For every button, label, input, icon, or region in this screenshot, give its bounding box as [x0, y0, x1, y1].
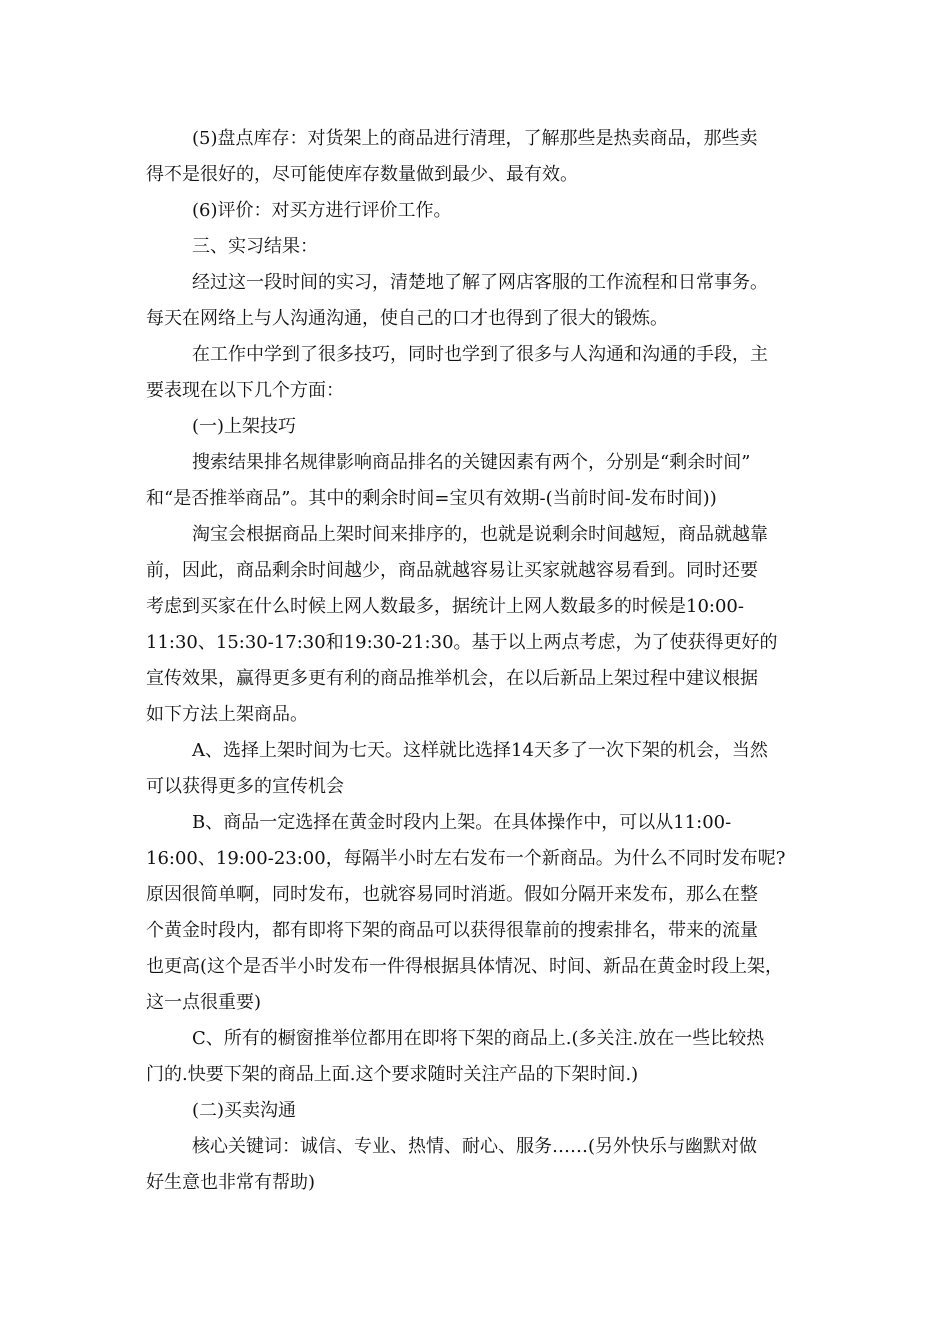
paragraph-line: 宣传效果，赢得更多更有利的商品推举机会，在以后新品上架过程中建议根据 — [146, 668, 758, 689]
paragraph-p1 — [146, 121, 806, 193]
paragraph-line: 每天在网络上与人沟通沟通，使自己的口才也得到了很大的锻炼。 — [146, 308, 668, 329]
document-body — [146, 121, 806, 1201]
paragraph-line: 16:00、19:00-23:00，每隔半小时左右发布一个新商品。为什么不同时发布呢? — [146, 848, 786, 869]
paragraph-p12 — [146, 1093, 806, 1129]
paragraph-line: (6)评价：对买方进行评价工作。 — [192, 200, 452, 221]
paragraph-line: 11:30、15:30-17:30和19:30-21:30。基于以上两点考虑，为了使获得更好的 — [146, 632, 778, 653]
paragraph-line: 核心关键词：诚信、专业、热情、耐心、服务……(另外快乐与幽默对做 — [192, 1136, 758, 1157]
paragraph-p5 — [146, 337, 806, 409]
paragraph-p6 — [146, 409, 806, 445]
paragraph-line: 得不是很好的，尽可能使库存数量做到最少、最有效。 — [146, 164, 578, 185]
paragraph-p11 — [146, 1021, 806, 1093]
paragraph-line: B、商品一定选择在黄金时段内上架。在具体操作中，可以从11:00- — [192, 812, 732, 833]
paragraph-p7 — [146, 445, 806, 517]
paragraph-line: 淘宝会根据商品上架时间来排序的，也就是说剩余时间越短，商品就越靠 — [192, 524, 768, 545]
paragraph-p8 — [146, 517, 806, 733]
paragraph-p4 — [146, 265, 806, 337]
paragraph-line: (二)买卖沟通 — [192, 1100, 297, 1121]
paragraph-line: 要表现在以下几个方面： — [146, 380, 344, 401]
paragraph-line: 三、实习结果： — [192, 236, 318, 257]
paragraph-line: 也更高(这个是否半小时发布一件得根据具体情况、时间、新品在黄金时段上架， — [146, 956, 784, 977]
paragraph-line: 在工作中学到了很多技巧，同时也学到了很多与人沟通和沟通的手段，主 — [192, 344, 768, 365]
paragraph-line: 可以获得更多的宣传机会 — [146, 776, 344, 797]
paragraph-line: 如下方法上架商品。 — [146, 704, 308, 725]
paragraph-line: 前，因此，商品剩余时间越少，商品就越容易让买家就越容易看到。同时还要 — [146, 560, 758, 581]
paragraph-line: 原因很简单啊，同时发布，也就容易同时消逝。假如分隔开来发布，那么在整 — [146, 884, 758, 905]
paragraph-p2 — [146, 193, 806, 229]
paragraph-line: 和“是否推举商品”。其中的剩余时间=宝贝有效期-(当前时间-发布时间)) — [146, 488, 717, 509]
paragraph-line: A、选择上架时间为七天。这样就比选择14天多了一次下架的机会，当然 — [192, 740, 768, 761]
paragraph-line: 这一点很重要) — [146, 992, 262, 1013]
paragraph-p9 — [146, 733, 806, 805]
paragraph-line: (一)上架技巧 — [192, 416, 297, 437]
paragraph-p13 — [146, 1129, 806, 1201]
paragraph-line: 搜索结果排名规律影响商品排名的关键因素有两个，分别是“剩余时间” — [192, 452, 751, 473]
paragraph-line: 经过这一段时间的实习，清楚地了解了网店客服的工作流程和日常事务。 — [192, 272, 768, 293]
paragraph-line: 门的.快要下架的商品上面.这个要求随时关注产品的下架时间.) — [146, 1064, 639, 1085]
paragraph-line: 个黄金时段内，都有即将下架的商品可以获得很靠前的搜索排名，带来的流量 — [146, 920, 758, 941]
paragraph-line: (5)盘点库存：对货架上的商品进行清理，了解那些是热卖商品，那些卖 — [192, 128, 758, 149]
paragraph-line: 好生意也非常有帮助) — [146, 1172, 316, 1193]
paragraph-line: C、所有的橱窗推举位都用在即将下架的商品上.(多关注.放在一些比较热 — [192, 1028, 765, 1049]
paragraph-line: 考虑到买家在什么时候上网人数最多，据统计上网人数最多的时候是10:00- — [146, 596, 744, 617]
paragraph-p10 — [146, 805, 806, 1021]
paragraph-p3 — [146, 229, 806, 265]
